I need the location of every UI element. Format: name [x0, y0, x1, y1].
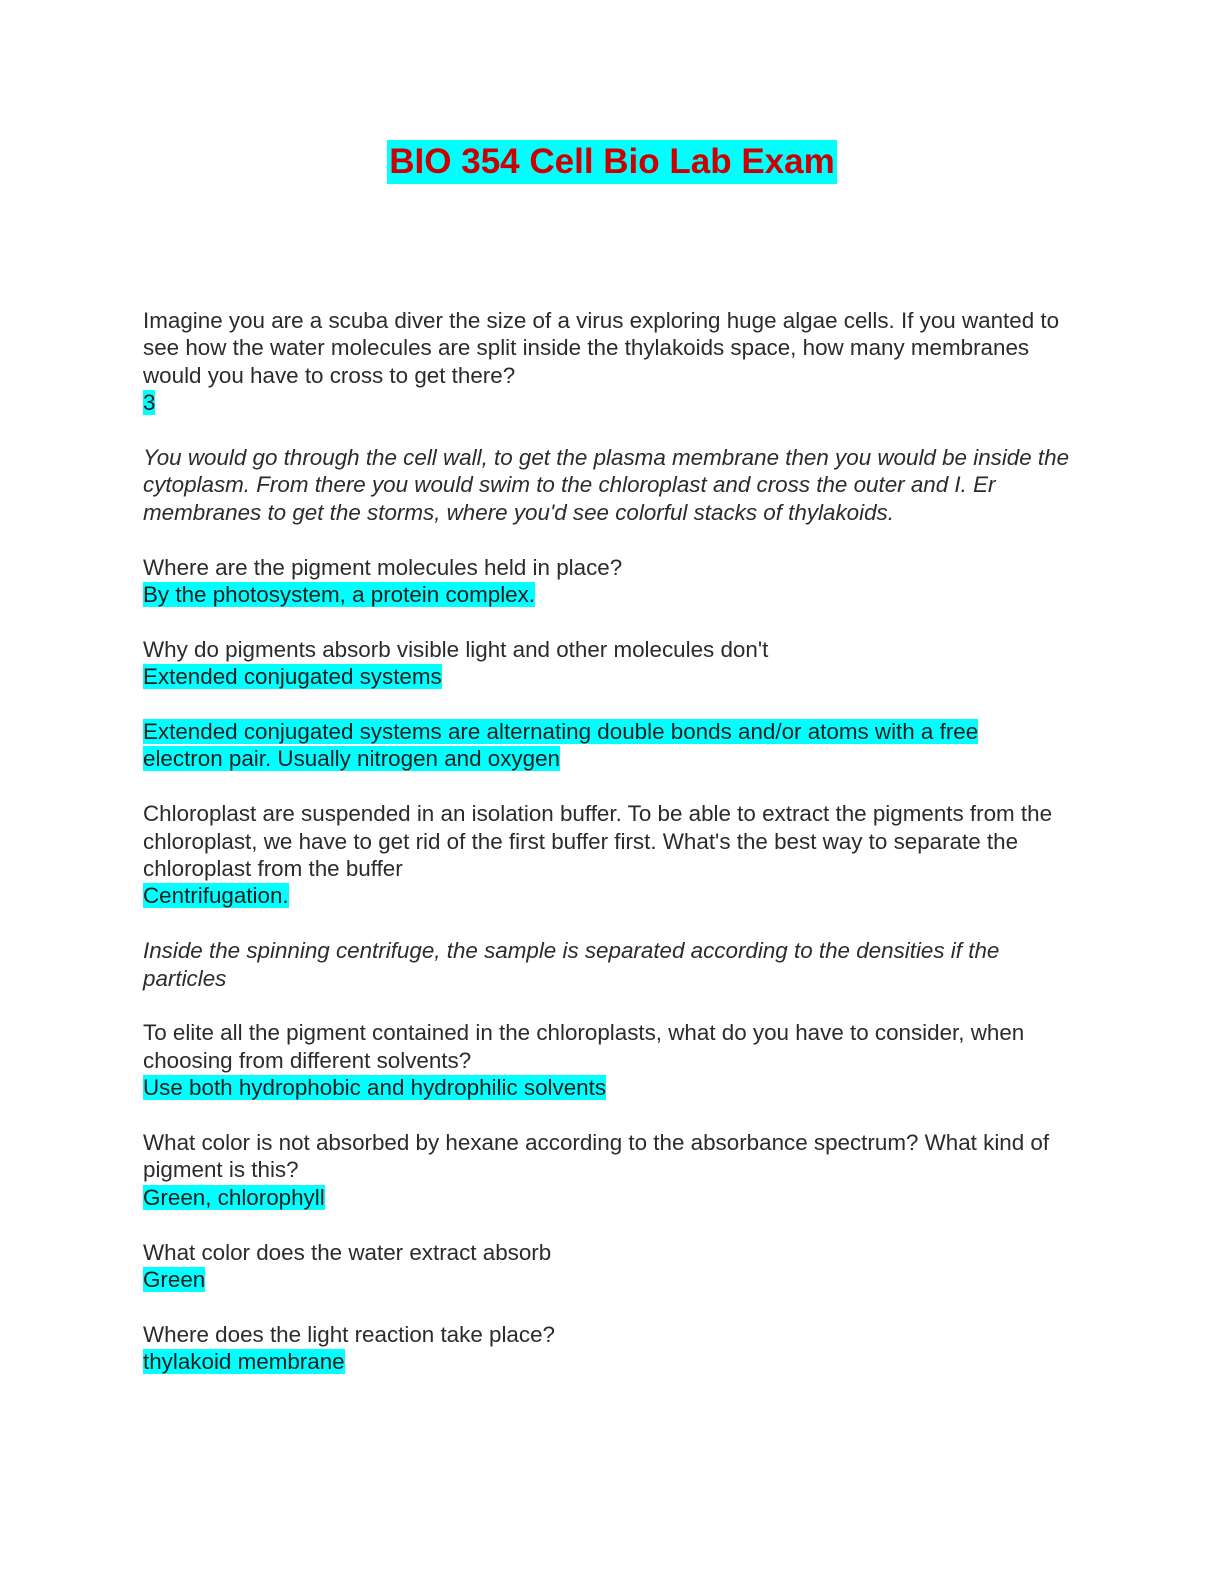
question-text: Where are the pigment molecules held in place? [143, 554, 623, 580]
page-title: BIO 354 Cell Bio Lab Exam [387, 140, 836, 184]
answer-text: By the photosystem, a protein complex. [143, 582, 536, 608]
explanation-note: You would go through the cell wall, to get the plasma membrane then you would be inside the cytoplasm. From there you would swim to the chloroplast and cross the outer and I. Er membranes to get the storms, where you'd see colorful stacks of thylakoids. [143, 445, 1070, 525]
question-text: Imagine you are a scuba diver the size of a virus exploring huge algae cells. If you wanted to see how the water molecules are split inside the thylakoids space, how many membranes would you have to cross to get there? [143, 308, 1060, 388]
question-text: What color is not absorbed by hexane according to the absorbance spectrum? What kind of pigment is this? [143, 1130, 1050, 1183]
qa-item-4 [143, 800, 1083, 910]
qa-item-8 [143, 1321, 1083, 1376]
qa-item-2 [143, 554, 1083, 609]
question-text: To elite all the pigment contained in the chloroplasts, what do you have to consider, when choosing from different solvents? [143, 1020, 1025, 1073]
qa-item-7 [143, 1239, 1083, 1294]
answer-text: 3 [143, 390, 156, 416]
question-text: Why do pigments absorb visible light and other molecules don't [143, 636, 769, 662]
qa-item-6 [143, 1129, 1083, 1211]
document-body [143, 307, 1083, 1403]
answer-text: Use both hydrophobic and hydrophilic solvents [143, 1075, 607, 1101]
answer-text: Centrifugation. [143, 883, 289, 909]
answer-text: Green [143, 1267, 206, 1293]
highlighted-line: electron pair. Usually nitrogen and oxygen [143, 746, 560, 772]
highlighted-line: Extended conjugated systems are alternating double bonds and/or atoms with a free [143, 719, 979, 745]
highlighted-explanation [143, 718, 1083, 773]
explanation-note: Inside the spinning centrifuge, the sample is separated according to the densities if the particles [143, 938, 1000, 991]
qa-item-3 [143, 636, 1083, 691]
question-text: What color does the water extract absorb [143, 1239, 552, 1265]
question-text: Where does the light reaction take place? [143, 1321, 555, 1347]
question-text: Chloroplast are suspended in an isolation buffer. To be able to extract the pigments from the chloroplast, we have to get rid of the first buffer first. What's the best way to separate the chloroplast from the buffer [143, 801, 1053, 882]
qa-item-1 [143, 307, 1083, 417]
answer-text: Green, chlorophyll [143, 1184, 325, 1210]
qa-item-5 [143, 1019, 1083, 1101]
title-container [0, 140, 1224, 184]
answer-text: Extended conjugated systems [143, 664, 442, 690]
answer-text: thylakoid membrane [143, 1349, 345, 1375]
